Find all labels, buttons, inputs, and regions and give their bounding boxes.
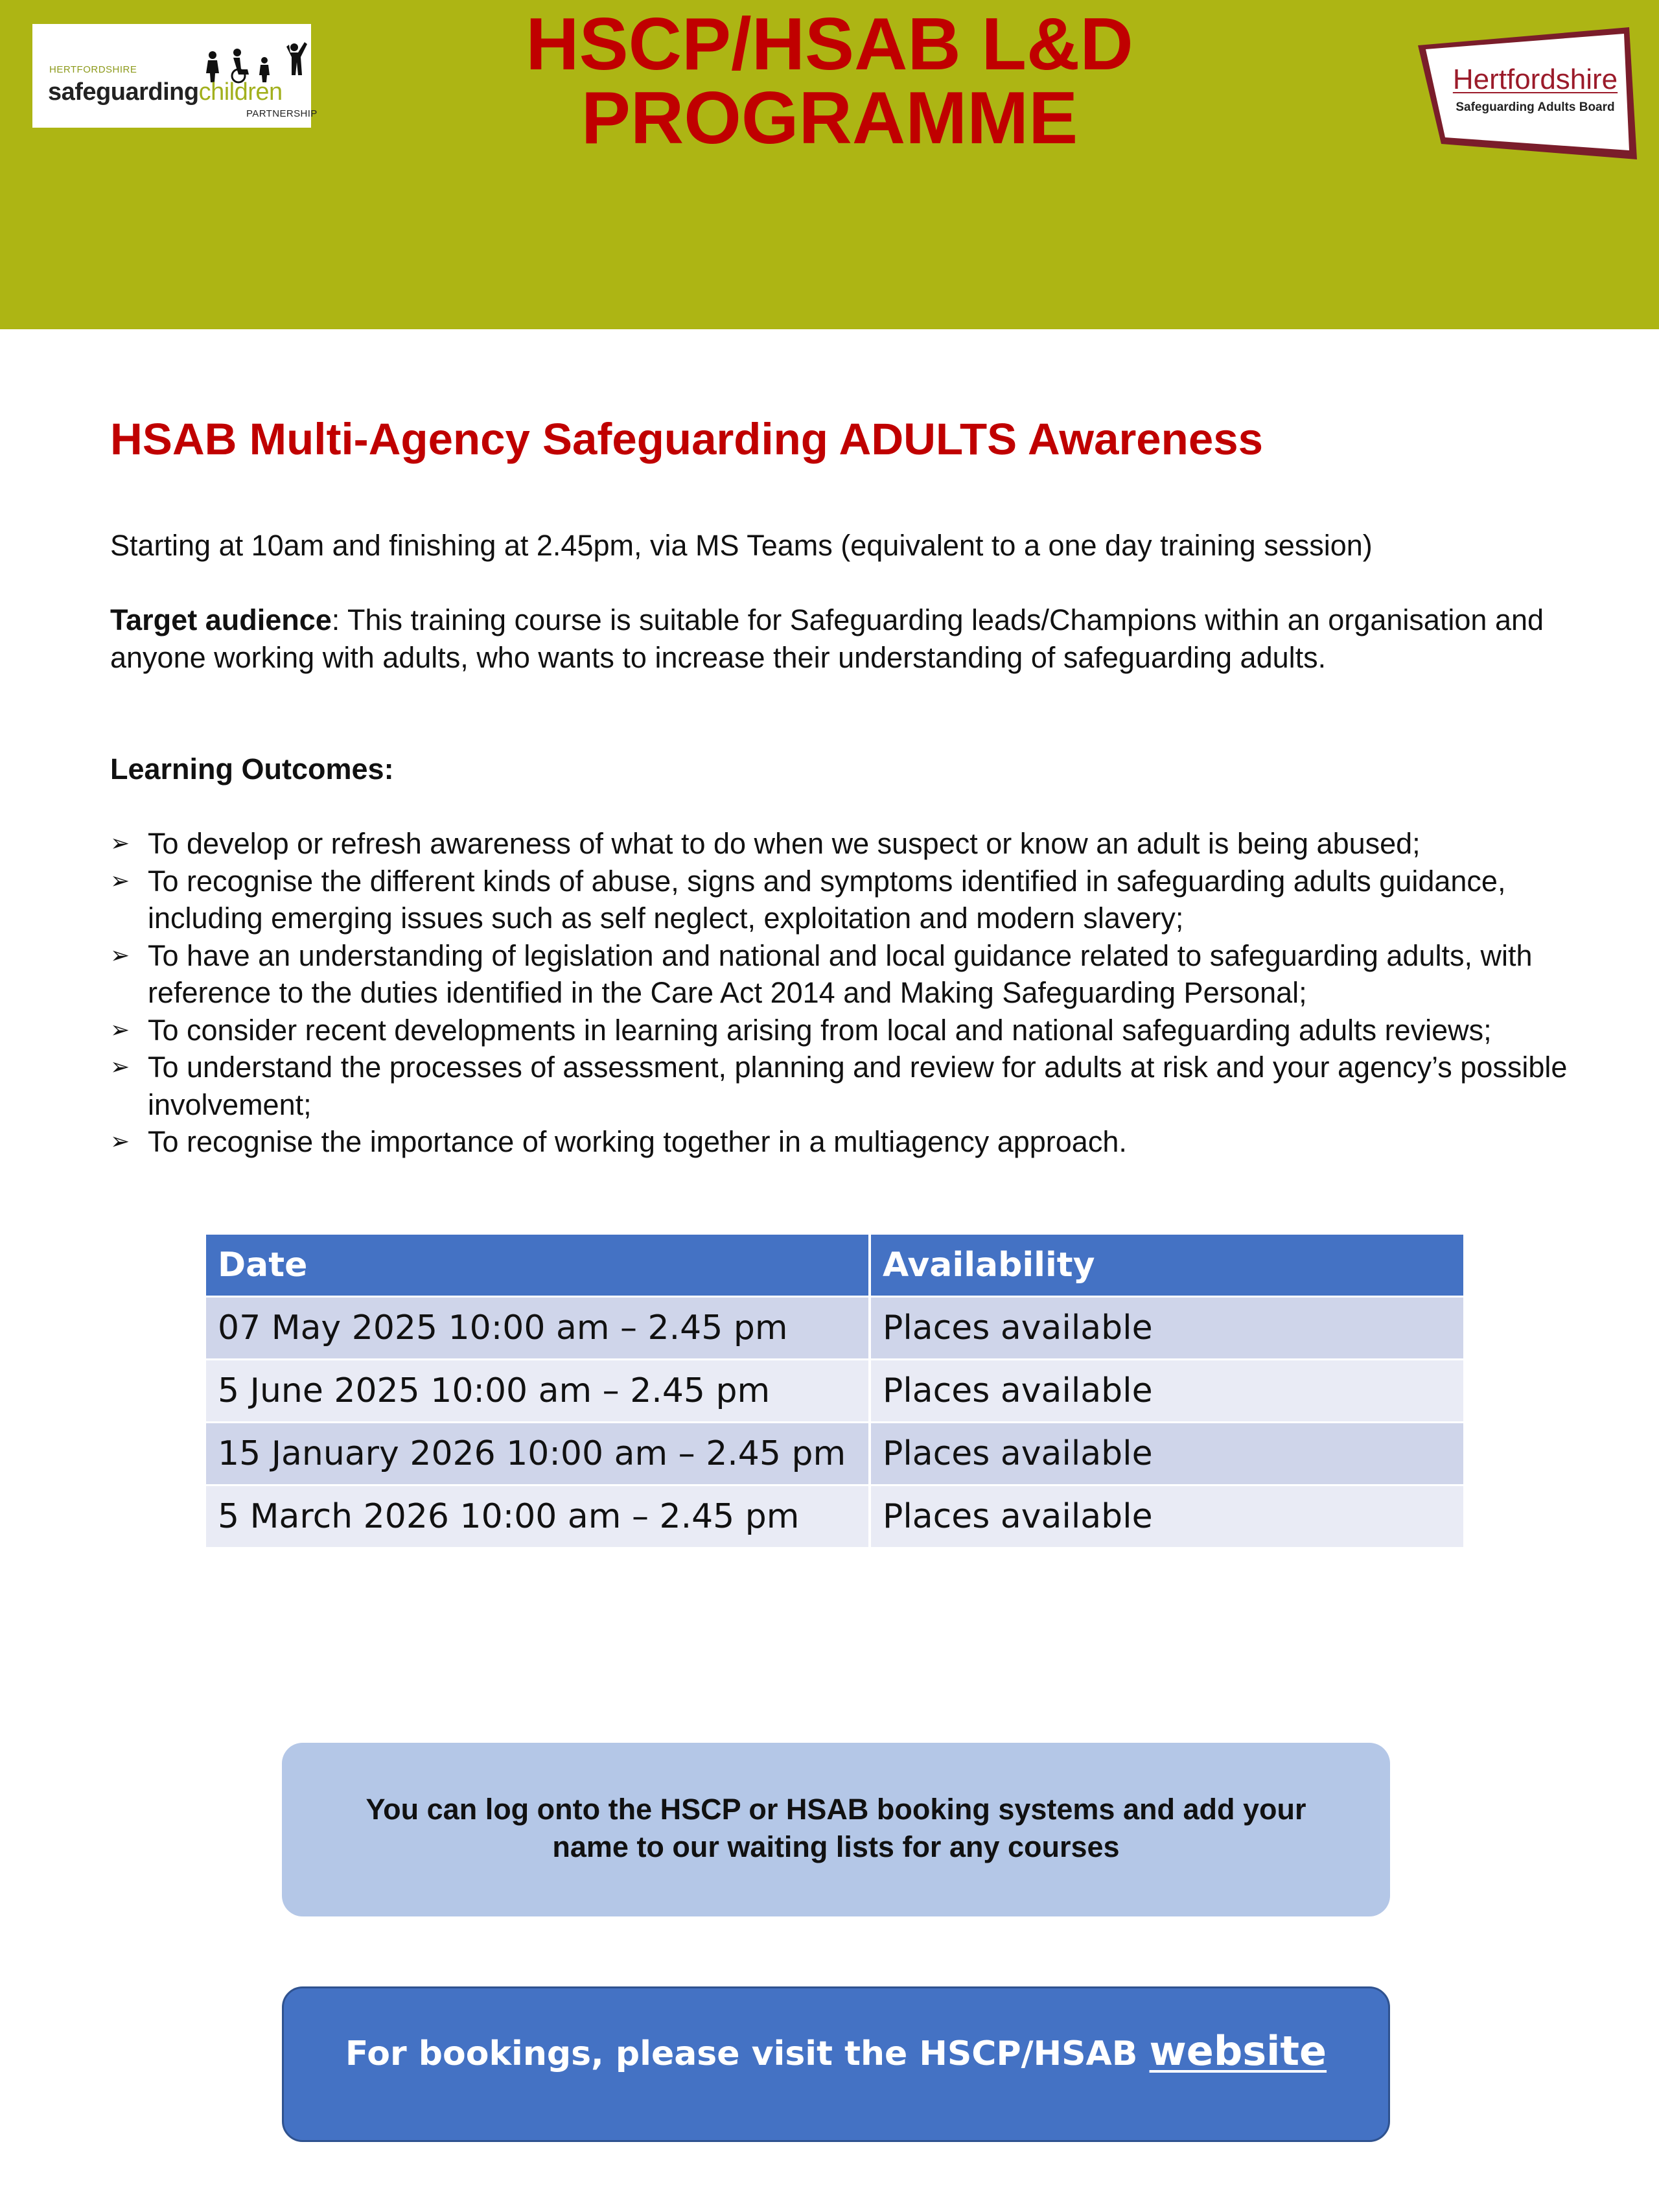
list-item [110,863,1581,937]
booking-banner [282,1986,1390,2142]
hscp-logo[interactable] [32,24,318,128]
column-header-date: Date [206,1235,870,1297]
outcome-text: To have an understanding of legislation and national and local guidance related to safeguarding adults, with reference to the duties identified in the Care Act 2014 and Making Safeguarding Personal; [148,938,1533,1009]
session-date: 15 January 2026 10:00 am – 2.45 pm [206,1423,870,1485]
course-title: HSAB Multi-Agency Safeguarding ADULTS Awareness [110,414,1263,464]
session-date: 5 June 2025 10:00 am – 2.45 pm [206,1360,870,1423]
list-item [110,937,1581,1012]
booking-text: For bookings, please visit the HSCP/HSAB [345,2034,1150,2073]
arrow-bullet-icon: ➢ [110,867,130,894]
column-header-availability: Availability [870,1235,1463,1297]
family-figures-icon [200,38,310,84]
page-title [363,3,1296,159]
outcome-text: To develop or refresh awareness of what to do when we suspect or know an adult is being abused; [148,827,1421,860]
hscp-logo-word-a: safeguarding [48,78,199,106]
hsab-logo-name: Hertfordshire [1452,64,1618,95]
hsab-logo[interactable] [1413,25,1640,161]
booking-text-line [284,2029,1388,2077]
table-header-row [206,1235,1463,1297]
table-row [206,1360,1463,1423]
outcome-text: To consider recent developments in learning arising from local and national safeguarding adults reviews; [148,1013,1492,1047]
table-row [206,1423,1463,1485]
arrow-bullet-icon: ➢ [110,1054,130,1080]
page-title-line1: HSCP/HSAB L&D [526,3,1133,86]
list-item [110,1123,1581,1161]
page-title-line2: PROGRAMME [581,77,1078,159]
hscp-logo-county: HERTFORDSHIRE [49,64,137,75]
session-availability: Places available [870,1360,1463,1423]
session-availability: Places available [870,1297,1463,1360]
waiting-list-line2: name to our waiting lists for any courses [552,1830,1120,1863]
learning-outcomes-list [110,825,1581,1161]
list-item [110,1049,1581,1123]
hscp-logo-word-b: children [198,78,283,106]
learning-outcomes-heading: Learning Outcomes: [110,752,394,786]
session-date: 07 May 2025 10:00 am – 2.45 pm [206,1297,870,1360]
outcome-text: To recognise the different kinds of abuse, signs and symptoms identified in safeguarding adults guidance, including emerging issues such as self neglect, exploitation and modern slavery; [148,864,1506,935]
hscp-logo-partnership: PARTNERSHIP [246,108,318,119]
arrow-bullet-icon: ➢ [110,830,130,857]
outcome-text: To understand the processes of assessment, planning and review for adults at risk and your agency’s possible involvement; [148,1051,1568,1121]
waiting-list-notice [282,1743,1390,1916]
target-audience [110,601,1581,677]
hscp-logo-wordmark [48,78,283,106]
waiting-list-line1: You can log onto the HSCP or HSAB booking systems and add your [365,1793,1306,1826]
session-date: 5 March 2026 10:00 am – 2.45 pm [206,1485,870,1548]
target-audience-text: : This training course is suitable for Safeguarding leads/Champions within an organisation and anyone working with adults, who wants to increase their understanding of safeguarding adults. [110,603,1544,674]
table-row [206,1297,1463,1360]
arrow-bullet-icon: ➢ [110,1016,130,1043]
target-audience-label: Target audience [110,603,332,636]
list-item [110,1012,1581,1049]
sessions-table [206,1235,1463,1549]
outcome-text: To recognise the importance of working together in a multiagency approach. [148,1125,1127,1158]
table-row [206,1485,1463,1548]
hsab-logo-subtitle: Safeguarding Adults Board [1456,100,1615,114]
list-item [110,825,1581,863]
course-timing: Starting at 10am and finishing at 2.45pm, via MS Teams (equivalent to a one day training session) [110,529,1373,562]
website-link[interactable]: website [1149,2027,1327,2075]
arrow-bullet-icon: ➢ [110,1128,130,1155]
arrow-bullet-icon: ➢ [110,942,130,969]
session-availability: Places available [870,1485,1463,1548]
header-band [0,0,1659,329]
session-availability: Places available [870,1423,1463,1485]
